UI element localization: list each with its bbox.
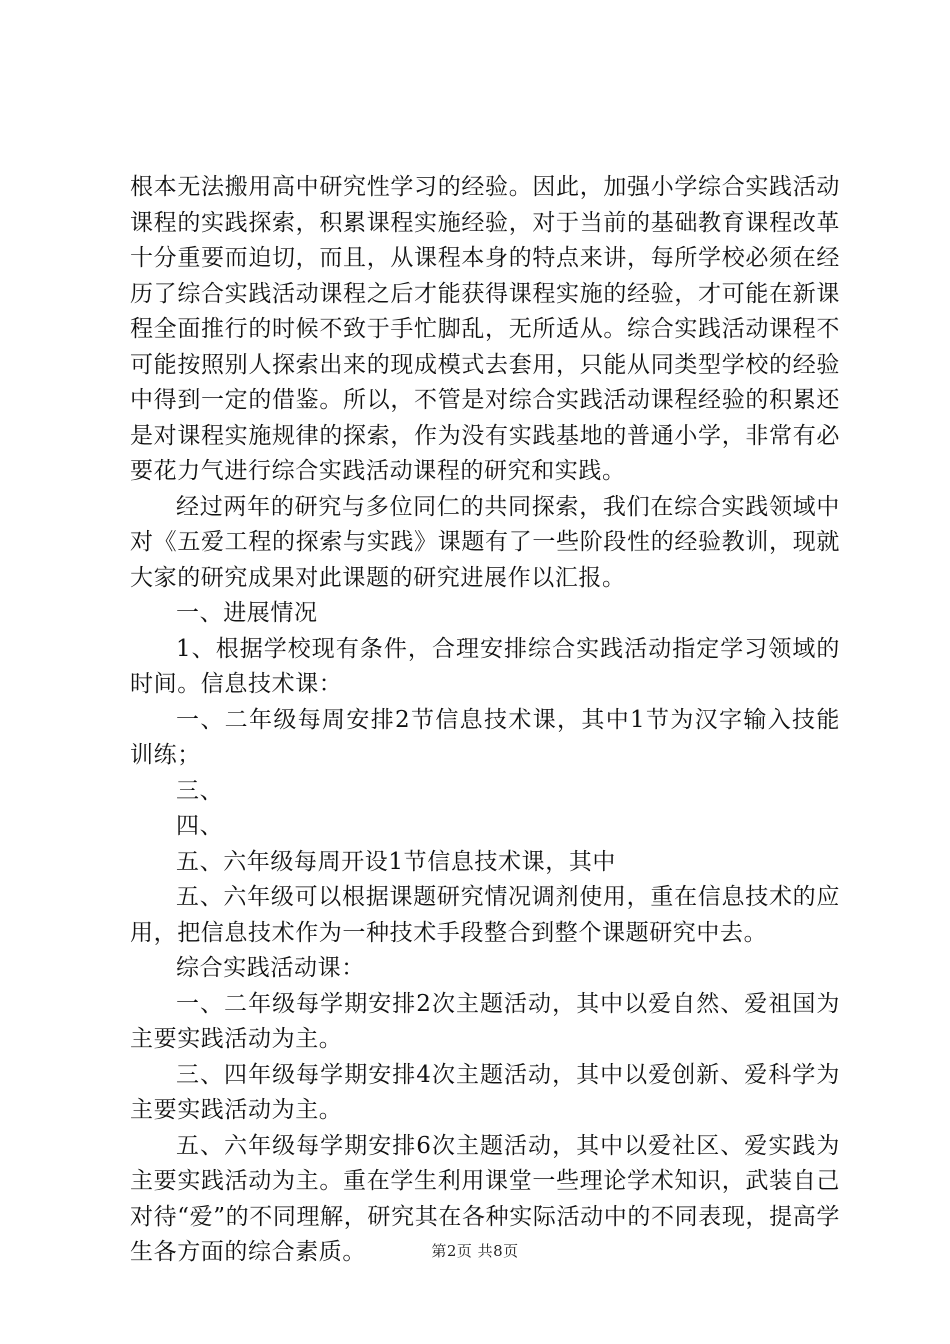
paragraph-grade-1-2-practice: 一、二年级每学期安排2次主题活动，其中以爱自然、爱祖国为主要实践活动为主。	[130, 990, 840, 1052]
paragraph-grade-3: 三、	[176, 777, 224, 804]
paragraph-grade-5-6-practice: 五、六年级每学期安排6次主题活动，其中以爱社区、爱实践为主要实践活动为主。重在学生利用课堂一些理论学术知识，武装自己对待“爱”的不同理解，研究其在各种实际活动中的不同表现，提高学生各方面的综合素质。	[130, 1132, 840, 1265]
paragraph-grade-1-2-it: 一、二年级每周安排2节信息技术课，其中1节为汉字输入技能训练；	[130, 706, 840, 768]
paragraph-continuation: 根本无法搬用高中研究性学习的经验。因此，加强小学综合实践活动课程的实践探索，积累课程实施经验，对于当前的基础教育课程改革十分重要而迫切，而且，从课程本身的特点来讲，每所学校必须在经历了综合实践活动课程之后才能获得课程实施的经验，才可能在新课程全面推行的时候不致于手忙脚乱，无所适从。综合实践活动课程不可能按照别人探索出来的现成模式去套用，只能从同类型学校的经验中得到一定的借鉴。所以，不管是对综合实践活动课程经验的积累还是对课程实施规律的探索，作为没有实践基地的普通小学，非常有必要花力气进行综合实践活动课程的研究和实践。	[130, 174, 840, 484]
document-body	[130, 170, 840, 1271]
paragraph-grade-4: 四、	[176, 813, 224, 839]
paragraph-item-1: 1、根据学校现有条件，合理安排综合实践活动指定学习领域的时间。信息技术课：	[130, 635, 840, 697]
paragraph-grade-3-4-practice: 三、四年级每学期安排4次主题活动，其中以爱创新、爱科学为主要实践活动为主。	[130, 1061, 840, 1123]
paragraph-intro: 经过两年的研究与多位同仁的共同探索，我们在综合实践领域中对《五爱工程的探索与实践》课题有了一些阶段性的经验教训，现就大家的研究成果对此课题的研究进展作以汇报。	[130, 493, 840, 591]
paragraph-grade-5-6-adjust: 五、六年级可以根据课题研究情况调剂使用，重在信息技术的应用，把信息技术作为一种技术手段整合到整个课题研究中去。	[130, 884, 840, 946]
page-number-footer: 第2页 共8页	[431, 1242, 519, 1260]
section-heading: 一、进展情况	[176, 600, 318, 626]
paragraph-practice-heading: 综合实践活动课：	[176, 955, 365, 981]
paragraph-grade-5-6-it: 五、六年级每周开设1节信息技术课，其中	[176, 848, 617, 875]
